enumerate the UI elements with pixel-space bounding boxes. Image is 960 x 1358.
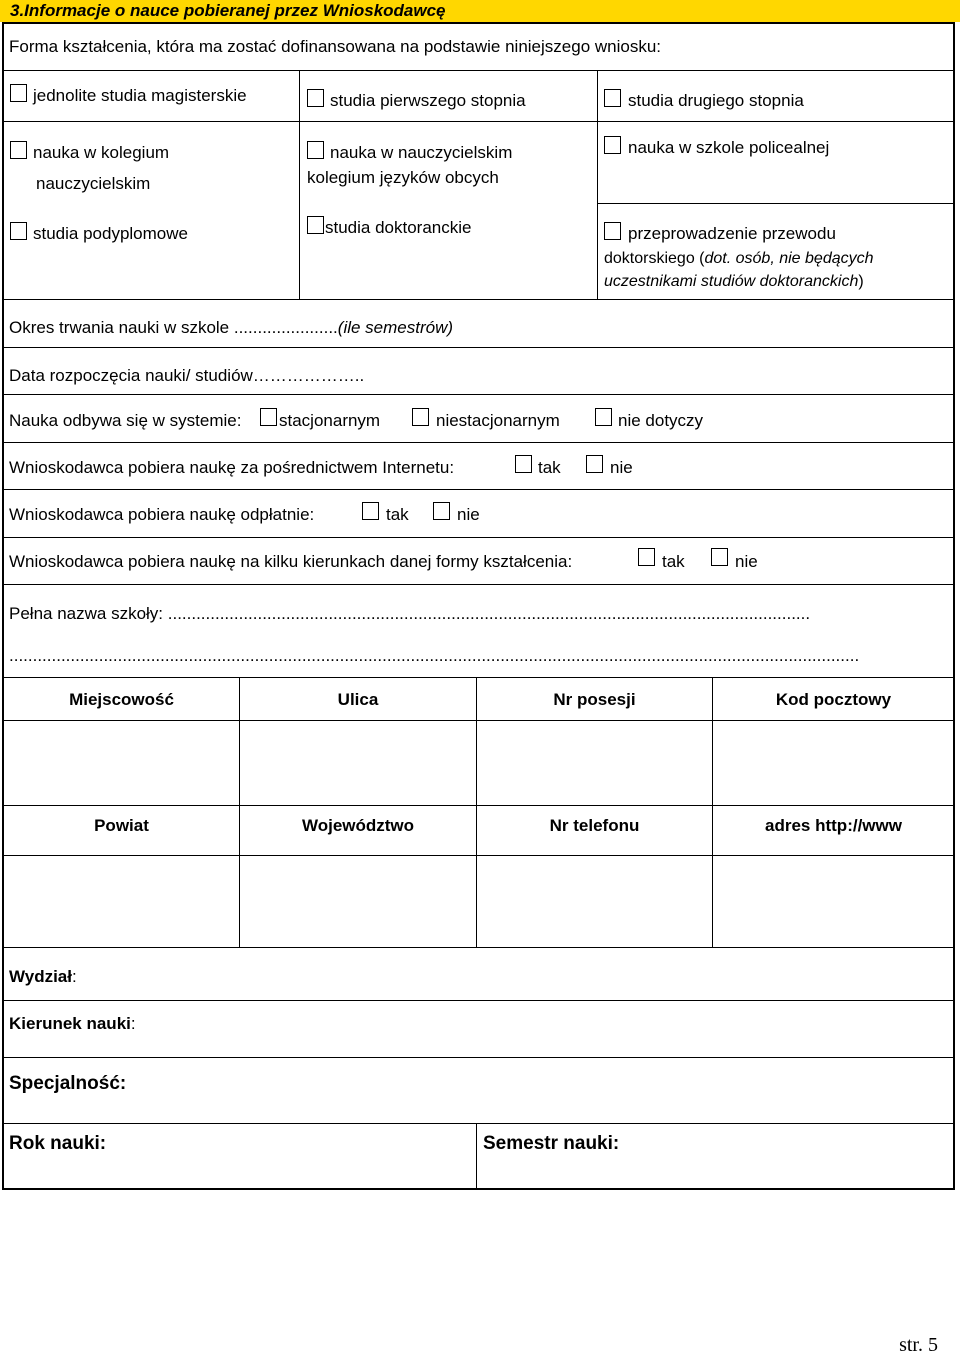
checkbox-podyplomowe[interactable] xyxy=(10,222,27,240)
divider xyxy=(4,394,954,395)
label-doktoranckie: studia doktoranckie xyxy=(325,218,472,237)
checkbox-odplatnie-nie[interactable] xyxy=(433,502,450,520)
data-rozpoczecia: Data rozpoczęcia nauki/ studiów……………….. xyxy=(9,366,365,385)
label-przewod-line3 xyxy=(604,273,864,291)
specjalnosc-field[interactable]: Specjalność: xyxy=(9,1073,127,1094)
paren-open: ( xyxy=(694,250,705,267)
divider xyxy=(597,203,954,204)
label-szkola-policealna: nauka w szkole policealnej xyxy=(628,138,830,157)
input-wojewodztwo[interactable] xyxy=(241,857,475,946)
label-przewod-line2 xyxy=(604,250,874,268)
label-pierwszego-stopnia: studia pierwszego stopnia xyxy=(330,91,526,110)
kilka-kierunkow-label: Wnioskodawca pobiera naukę na kilku kierunkach danej formy kształcenia: xyxy=(9,552,573,571)
label-nie-dotyczy: nie dotyczy xyxy=(618,411,704,430)
header-kod-pocztowy: Kod pocztowy xyxy=(775,690,892,709)
divider xyxy=(4,805,954,806)
label-przewod-doktorskiego: doktorskiego xyxy=(604,250,695,267)
label-jednolite: jednolite studia magisterskie xyxy=(33,86,247,105)
input-kod-pocztowy[interactable] xyxy=(714,722,953,804)
input-powiat[interactable] xyxy=(5,857,238,946)
label-stacjonarnym: stacjonarnym xyxy=(279,411,381,430)
odplatnie-label: Wnioskodawca pobiera naukę odpłatnie: xyxy=(9,505,315,524)
label-podyplomowe: studia podyplomowe xyxy=(33,224,188,243)
header-wojewodztwo: Województwo xyxy=(301,816,415,835)
section-title: 3.Informacje o nauce pobieranej przez Wnioskodawcę xyxy=(10,1,446,20)
pelna-nazwa-line2[interactable]: .................................................................................................................................................................................... xyxy=(9,646,860,665)
divider xyxy=(4,537,954,538)
label-niestacjonarnym: niestacjonarnym xyxy=(436,411,560,430)
divider xyxy=(597,70,598,299)
checkbox-internet-nie[interactable] xyxy=(586,455,603,473)
divider xyxy=(4,1000,954,1001)
okres-note: (ile semestrów) xyxy=(337,318,454,337)
system-label: Nauka odbywa się w systemie: xyxy=(9,411,242,430)
checkbox-doktoranckie[interactable] xyxy=(307,216,324,234)
divider xyxy=(4,720,954,721)
divider xyxy=(4,855,954,856)
form-question: Forma kształcenia, która ma zostać dofinansowana na podstawie niniejszego wniosku: xyxy=(9,37,662,56)
checkbox-kolegium-nauczycielskie[interactable] xyxy=(10,141,27,159)
paren-close: ) xyxy=(858,273,864,290)
header-nr-posesji: Nr posesji xyxy=(553,690,636,709)
header-ulica: Ulica xyxy=(337,690,379,709)
wydzial-colon: : xyxy=(71,967,77,986)
kierunek-label: Kierunek nauki xyxy=(9,1014,131,1033)
checkbox-niestacjonarnym[interactable] xyxy=(412,408,429,426)
checkbox-jednolite[interactable] xyxy=(10,84,27,102)
label-kolegium-line1: nauka w kolegium xyxy=(33,143,170,162)
divider xyxy=(4,70,954,71)
checkbox-drugiego-stopnia[interactable] xyxy=(604,89,621,107)
divider xyxy=(299,70,300,299)
divider xyxy=(4,677,954,678)
label-przewod-note: dot. osób, nie będących xyxy=(704,250,874,267)
divider xyxy=(4,347,954,348)
checkbox-nie-dotyczy[interactable] xyxy=(595,408,612,426)
input-nr-posesji[interactable] xyxy=(478,722,711,804)
checkbox-kilka-tak[interactable] xyxy=(638,548,655,566)
divider xyxy=(4,947,954,948)
label-kilka-nie: nie xyxy=(735,552,758,571)
checkbox-stacjonarnym[interactable] xyxy=(260,408,277,426)
divider xyxy=(4,584,954,585)
label-drugiego-stopnia: studia drugiego stopnia xyxy=(628,91,804,110)
divider xyxy=(4,489,954,490)
divider xyxy=(4,442,954,443)
input-miejscowosc[interactable] xyxy=(5,722,238,804)
label-kolegium-jezykow-line2: kolegium języków obcych xyxy=(307,168,499,187)
divider xyxy=(476,1123,477,1188)
checkbox-kolegium-jezykow[interactable] xyxy=(307,141,324,159)
label-odplatnie-tak: tak xyxy=(386,505,409,524)
label-przewod-line1: przeprowadzenie przewodu xyxy=(628,224,836,243)
pelna-nazwa-szkoly[interactable]: Pełna nazwa szkoły: ........................................................................................................................................ xyxy=(9,604,811,623)
checkbox-przewod-doktorski[interactable] xyxy=(604,222,621,240)
header-miejscowosc: Miejscowość xyxy=(69,690,174,709)
page-number: str. 5 xyxy=(899,1334,938,1356)
checkbox-odplatnie-tak[interactable] xyxy=(362,502,379,520)
label-odplatnie-nie: nie xyxy=(457,505,480,524)
label-internet-tak: tak xyxy=(538,458,561,477)
input-adres-www[interactable] xyxy=(714,857,953,946)
header-powiat: Powiat xyxy=(94,816,149,835)
label-kolegium-line2: nauczycielskim xyxy=(36,174,151,193)
internet-label: Wnioskodawca pobiera naukę za pośrednictwem Internetu: xyxy=(9,458,455,477)
label-kilka-tak: tak xyxy=(662,552,685,571)
checkbox-szkola-policealna[interactable] xyxy=(604,136,621,154)
divider xyxy=(4,299,954,300)
label-przewod-note-cont: uczestnikami studiów doktoranckich xyxy=(604,273,859,290)
okres-trwania xyxy=(9,318,453,338)
rok-nauki-field[interactable]: Rok nauki: xyxy=(9,1133,107,1154)
header-adres-www: adres http://www xyxy=(765,816,902,835)
semestr-nauki-field[interactable]: Semestr nauki: xyxy=(483,1133,620,1154)
input-ulica[interactable] xyxy=(241,722,475,804)
label-kolegium-jezykow-line1: nauka w nauczycielskim xyxy=(330,143,513,162)
checkbox-internet-tak[interactable] xyxy=(515,455,532,473)
wydzial-field[interactable] xyxy=(9,967,77,987)
kierunek-field[interactable] xyxy=(9,1014,136,1034)
okres-label: Okres trwania nauki w szkole ...................... xyxy=(9,318,338,337)
wydzial-label: Wydział xyxy=(9,967,72,986)
header-nr-telefonu: Nr telefonu xyxy=(549,816,640,835)
checkbox-kilka-nie[interactable] xyxy=(711,548,728,566)
divider xyxy=(4,121,954,122)
kierunek-colon: : xyxy=(130,1014,136,1033)
checkbox-pierwszego-stopnia[interactable] xyxy=(307,89,324,107)
label-internet-nie: nie xyxy=(610,458,633,477)
divider xyxy=(4,1057,954,1058)
divider xyxy=(4,1123,954,1124)
input-nr-telefonu[interactable] xyxy=(478,857,711,946)
